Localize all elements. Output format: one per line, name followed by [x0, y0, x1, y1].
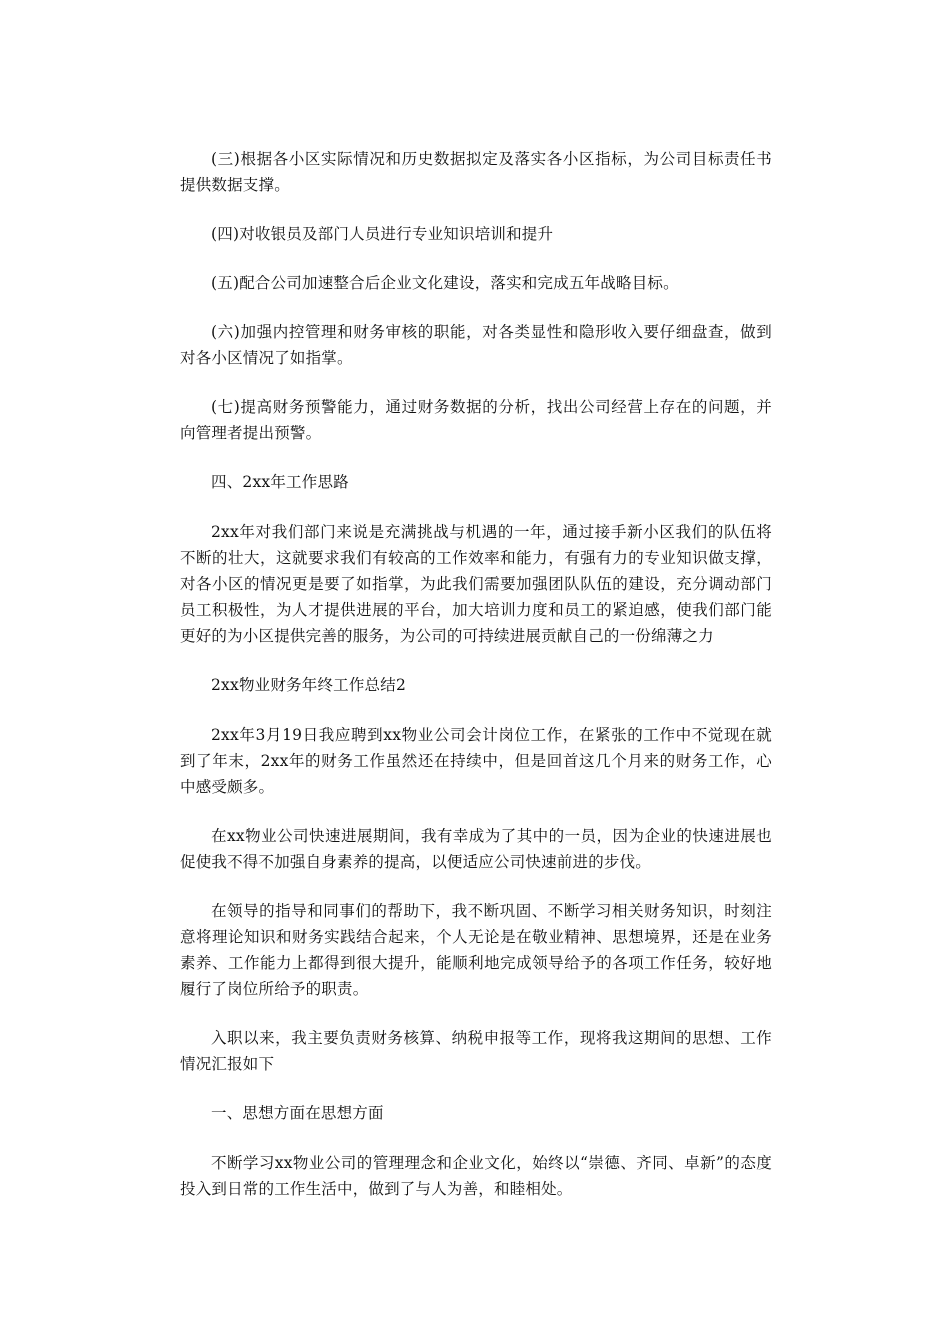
paragraph-intro: 2xx年3月19日我应聘到xx物业公司会计岗位工作，在紧张的工作中不觉现在就到了年末，2xx年的财务工作虽然还在持续中，但是回首这几个月来的财务工作，心中感受颇多。	[180, 726, 772, 796]
paragraph-item-5: (五)配合公司加速整合后企业文化建设，落实和完成五年战略目标。	[211, 274, 679, 292]
paragraph-culture: 不断学习xx物业公司的管理理念和企业文化，始终以“崇德、齐同、卓新”的态度投入到日常的工作生活中，做到了与人为善，和睦相处。	[180, 1154, 772, 1198]
paragraph-duties: 入职以来，我主要负责财务核算、纳税申报等工作，现将我这期间的思想、工作情况汇报如下	[180, 1029, 772, 1073]
document-title-summary-2: 2xx物业财务年终工作总结2	[211, 676, 407, 694]
section-heading-thoughts: 一、思想方面在思想方面	[211, 1104, 384, 1122]
paragraph-learning: 在领导的指导和同事们的帮助下，我不断巩固、不断学习相关财务知识，时刻注意将理论知识和财务实践结合起来，个人无论是在敬业精神、思想境界，还是在业务素养、工作能力上都得到很大提升，能顺利地完成领导给予的各项工作任务，较好地履行了岗位所给予的职责。	[180, 902, 772, 998]
paragraph-work-plan: 2xx年对我们部门来说是充满挑战与机遇的一年，通过接手新小区我们的队伍将不断的壮大，这就要求我们有较高的工作效率和能力，有强有力的专业知识做支撑，对各小区的情况更是要了如指掌，为此我们需要加强团队队伍的建设，充分调动部门员工积极性，为人才提供进展的平台，加大培训力度和员工的紧迫感，使我们部门能更好的为小区提供完善的服务，为公司的可持续进展贡献自己的一份绵薄之力	[180, 523, 772, 645]
paragraph-company-growth: 在xx物业公司快速进展期间，我有幸成为了其中的一员，因为企业的快速进展也促使我不得不加强自身素养的提高，以便适应公司快速前进的步伐。	[180, 827, 772, 871]
section-heading-work-plan: 四、2xx年工作思路	[211, 473, 349, 491]
paragraph-item-6: (六)加强内控管理和财务审核的职能，对各类显性和隐形收入要仔细盘查，做到对各小区情况了如指掌。	[180, 323, 772, 367]
paragraph-item-4: (四)对收银员及部门人员进行专业知识培训和提升	[211, 225, 554, 243]
paragraph-item-3: (三)根据各小区实际情况和历史数据拟定及落实各小区指标，为公司目标责任书提供数据支撑。	[180, 150, 772, 194]
paragraph-item-7: (七)提高财务预警能力，通过财务数据的分析，找出公司经营上存在的问题，并向管理者提出预警。	[180, 398, 772, 442]
